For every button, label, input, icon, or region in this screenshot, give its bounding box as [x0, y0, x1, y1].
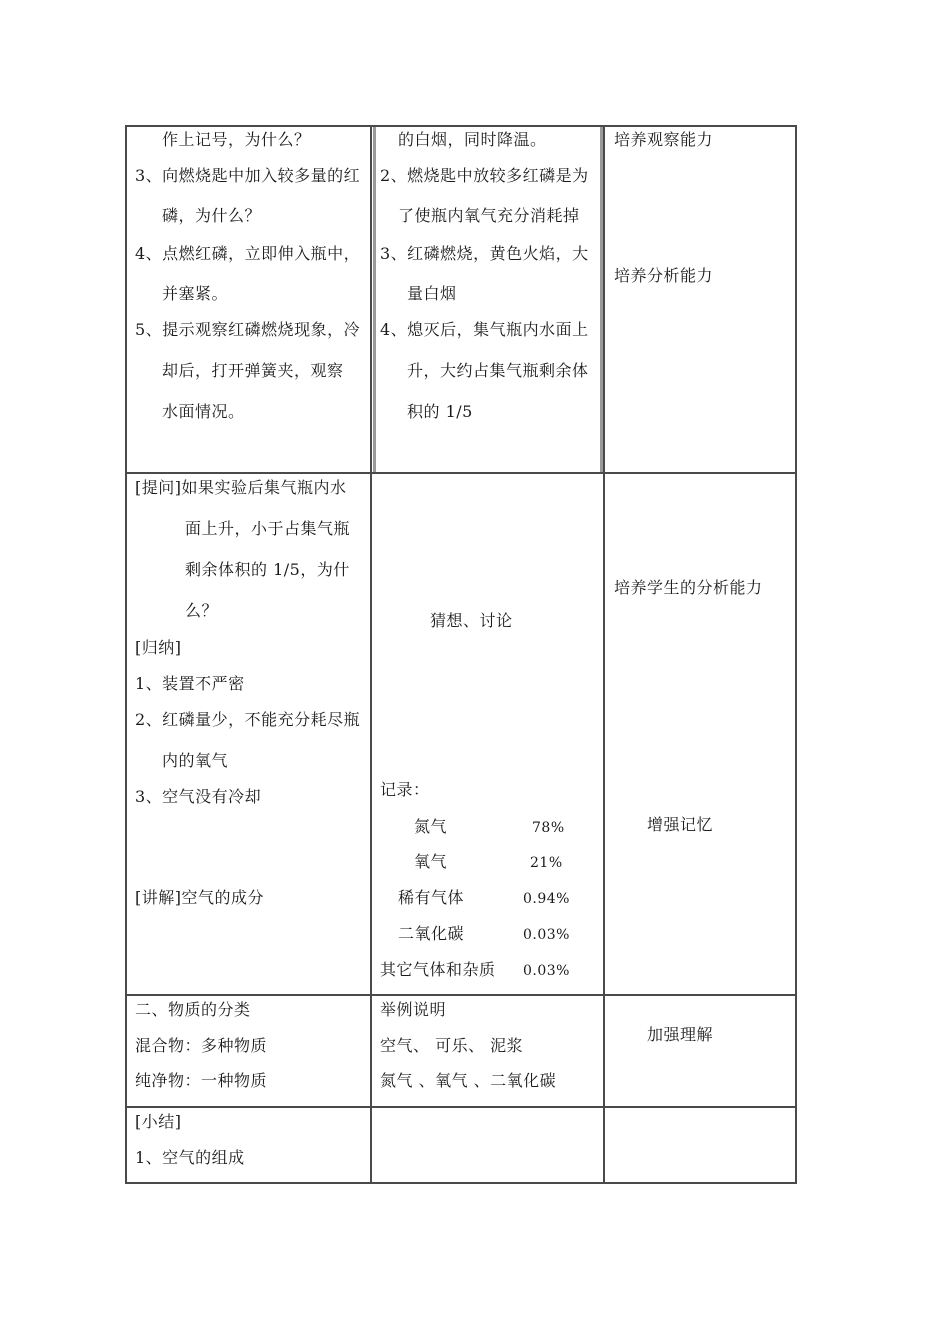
classification-heading: 二、物质的分类 — [135, 1000, 251, 1019]
teacher-step-text: 3、向燃烧匙中加入较多量的红 — [135, 166, 361, 185]
teacher-step-text: 并塞紧。 — [162, 284, 229, 303]
student-activity-text: 升，大约占集气瓶剩余体 — [407, 361, 589, 380]
teacher-step-text: 内的氧气 — [162, 751, 229, 770]
teacher-step-text: [讲解]空气的成分 — [135, 888, 264, 907]
record-label: 记录： — [380, 780, 430, 799]
guess-discuss-text: 猜想、讨论 — [430, 611, 513, 630]
summary-item: 1、空气的组成 — [135, 1148, 245, 1167]
example-item: 空气、 可乐、 泥浆 — [380, 1036, 524, 1055]
row-divider-2 — [125, 994, 797, 996]
teacher-step-text: 2、红磷量少，不能充分耗尽瓶 — [135, 710, 361, 729]
teacher-step-text: 5、提示观察红磷燃烧现象，冷 — [135, 320, 361, 339]
classification-item: 混合物：多种物质 — [135, 1036, 268, 1055]
gas-name: 二氧化碳 — [398, 924, 465, 943]
gas-name: 氧气 — [414, 852, 448, 871]
gas-name: 氮气 — [414, 817, 448, 836]
gas-name: 其它气体和杂质 — [380, 960, 496, 979]
gas-percent: 0.94% — [523, 891, 570, 907]
teacher-step-text: 4、点燃红磷，立即伸入瓶中， — [135, 244, 361, 263]
design-intent-text: 培养学生的分析能力 — [614, 578, 763, 597]
design-intent-text: 加强理解 — [647, 1025, 714, 1044]
teacher-step-text: 水面情况。 — [162, 402, 245, 421]
student-activity-text: 量白烟 — [407, 284, 457, 303]
design-intent-text: 增强记忆 — [647, 815, 714, 834]
gas-percent: 0.03% — [523, 963, 570, 979]
teacher-step-text: [归纳] — [135, 638, 182, 657]
gas-percent: 0.03% — [523, 927, 570, 943]
student-activity-text: 2、燃烧匙中放较多红磷是为 — [380, 166, 589, 185]
example-item: 氮气 、氧气 、二氧化碳 — [380, 1071, 557, 1090]
student-activity-text: 积的 1/5 — [407, 402, 473, 421]
cell-border-shade — [373, 127, 376, 473]
teacher-step-text: 剩余体积的 1/5，为什 — [185, 560, 350, 579]
teacher-step-text: 3、空气没有冷却 — [135, 787, 262, 806]
student-activity-text: 了使瓶内氧气充分消耗掉 — [398, 206, 580, 225]
student-activity-text: 的白烟，同时降温。 — [398, 130, 547, 149]
student-activity-text: 3、红磷燃烧，黄色火焰，大 — [380, 244, 589, 263]
column-divider-1 — [370, 125, 372, 1184]
design-intent-text: 培养观察能力 — [614, 130, 714, 149]
teacher-step-text: [提问]如果实验后集气瓶内水 — [135, 478, 347, 497]
classification-item: 纯净物：一种物质 — [135, 1071, 268, 1090]
teacher-step-text: 面上升，小于占集气瓶 — [185, 519, 351, 538]
design-intent-text: 培养分析能力 — [614, 266, 714, 285]
teacher-step-text: 作上记号，为什么？ — [162, 130, 311, 149]
summary-heading: [小结] — [135, 1112, 182, 1131]
teacher-step-text: 么？ — [185, 601, 219, 620]
row-divider-1 — [125, 472, 797, 474]
row-divider-3 — [125, 1106, 797, 1108]
gas-percent: 78% — [532, 820, 565, 836]
example-heading: 举例说明 — [380, 1000, 447, 1019]
cell-border-shade — [600, 127, 603, 473]
gas-percent: 21% — [530, 855, 563, 871]
teacher-step-text: 1、装置不严密 — [135, 674, 245, 693]
gas-name: 稀有气体 — [398, 888, 465, 907]
teacher-step-text: 磷，为什么？ — [162, 206, 262, 225]
column-divider-2 — [603, 125, 605, 1184]
teacher-step-text: 却后，打开弹簧夹，观察 — [162, 361, 344, 380]
student-activity-text: 4、熄灭后，集气瓶内水面上 — [380, 320, 589, 339]
